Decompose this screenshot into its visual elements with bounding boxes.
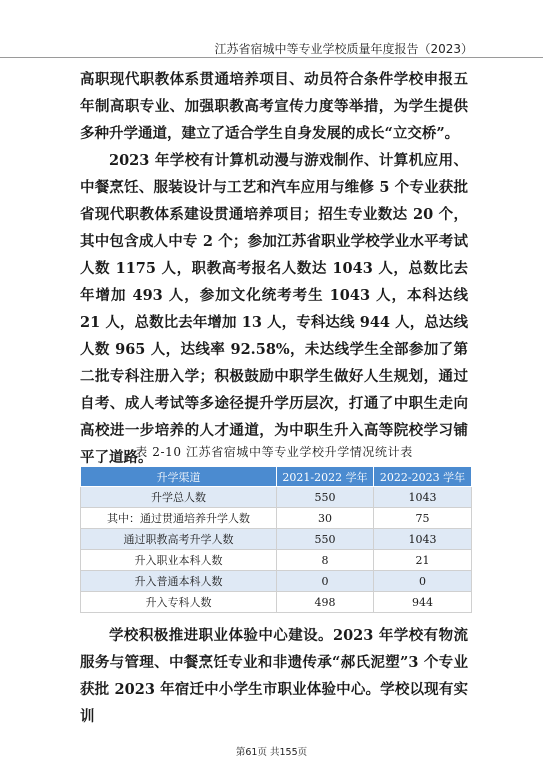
- paragraph-intro-continuation: 高职现代职教体系贯通培养项目、动员符合条件学校申报五年制高职专业、加强职教高考宣传力度等举措，为学生提供多种升学通道，建立了适合学生自身发展的成长“立交桥”。: [80, 71, 468, 142]
- table-header-row: [81, 467, 472, 487]
- table-row: [81, 592, 472, 613]
- cell-2022-2023: 0: [374, 571, 472, 592]
- row-label: 升入职业本科人数: [81, 550, 277, 571]
- header-2021-2022: 2021-2022 学年: [277, 467, 374, 487]
- header-channel: 升学渠道: [81, 467, 277, 487]
- header-2022-2023: 2022-2023 学年: [374, 467, 472, 487]
- page-header: [0, 0, 543, 58]
- admission-stats-table: [80, 466, 472, 613]
- cell-2021-2022: 550: [277, 487, 374, 508]
- cell-2022-2023: 21: [374, 550, 472, 571]
- page-number: 第61页 共155页: [235, 747, 308, 758]
- report-title: 江苏省宿城中等专业学校质量年度报告（2023）: [214, 42, 473, 56]
- table-row: [81, 550, 472, 571]
- cell-2022-2023: 944: [374, 592, 472, 613]
- table-row: [81, 487, 472, 508]
- row-label: 升学总人数: [81, 487, 277, 508]
- row-label: 通过职教高考升学人数: [81, 529, 277, 550]
- table-row: [81, 529, 472, 550]
- paragraph-experience-center: 学校积极推进职业体验中心建设。2023 年学校有物流服务与管理、中餐烹饪专业和非遗传承“郝氏泥塑”3 个专业获批 2023 年宿迁中小学生市职业体验中心。学校以现有实训: [80, 627, 468, 725]
- cell-2022-2023: 1043: [374, 487, 472, 508]
- cell-2021-2022: 498: [277, 592, 374, 613]
- row-label: 升入普通本科人数: [81, 571, 277, 592]
- cell-2022-2023: 75: [374, 508, 472, 529]
- table-caption: 表 2-10 江苏省宿城中等专业学校升学情况统计表: [135, 445, 413, 459]
- cell-2021-2022: 550: [277, 529, 374, 550]
- table-row: [81, 508, 472, 529]
- table-row: [81, 571, 472, 592]
- row-label: 升入专科人数: [81, 592, 277, 613]
- cell-2021-2022: 0: [277, 571, 374, 592]
- row-label: 其中：通过贯通培养升学人数: [81, 508, 277, 529]
- cell-2022-2023: 1043: [374, 529, 472, 550]
- cell-2021-2022: 8: [277, 550, 374, 571]
- cell-2021-2022: 30: [277, 508, 374, 529]
- paragraph-2023-admission: 2023 年学校有计算机动漫与游戏制作、计算机应用、中餐烹饪、服装设计与工艺和汽车应用与维修 5 个专业获批省现代职教体系建设贯通培养项目；招生专业数达 20 个，其中包含成人中专 2 个；参加江苏省职业学校学业水平考试人数 1175 人，职教高考报名人数达 1043 人，总数比去年增加 493 人，参加文化统考考生 1043 人，本科达线 21 人，总数比去年增加 13 人，专科达线 944 人，总达线人数 965 人，达线率 92.58%，未达线学生全部参加了第二批专科注册入学；积极鼓励中职学生做好人生规划，通过自考、成人考试等多途径提升学历层次，打通了中职生走向高校进一步培养的人才通道，为中职生升入高等院校学习铺平了道路。: [80, 152, 468, 466]
